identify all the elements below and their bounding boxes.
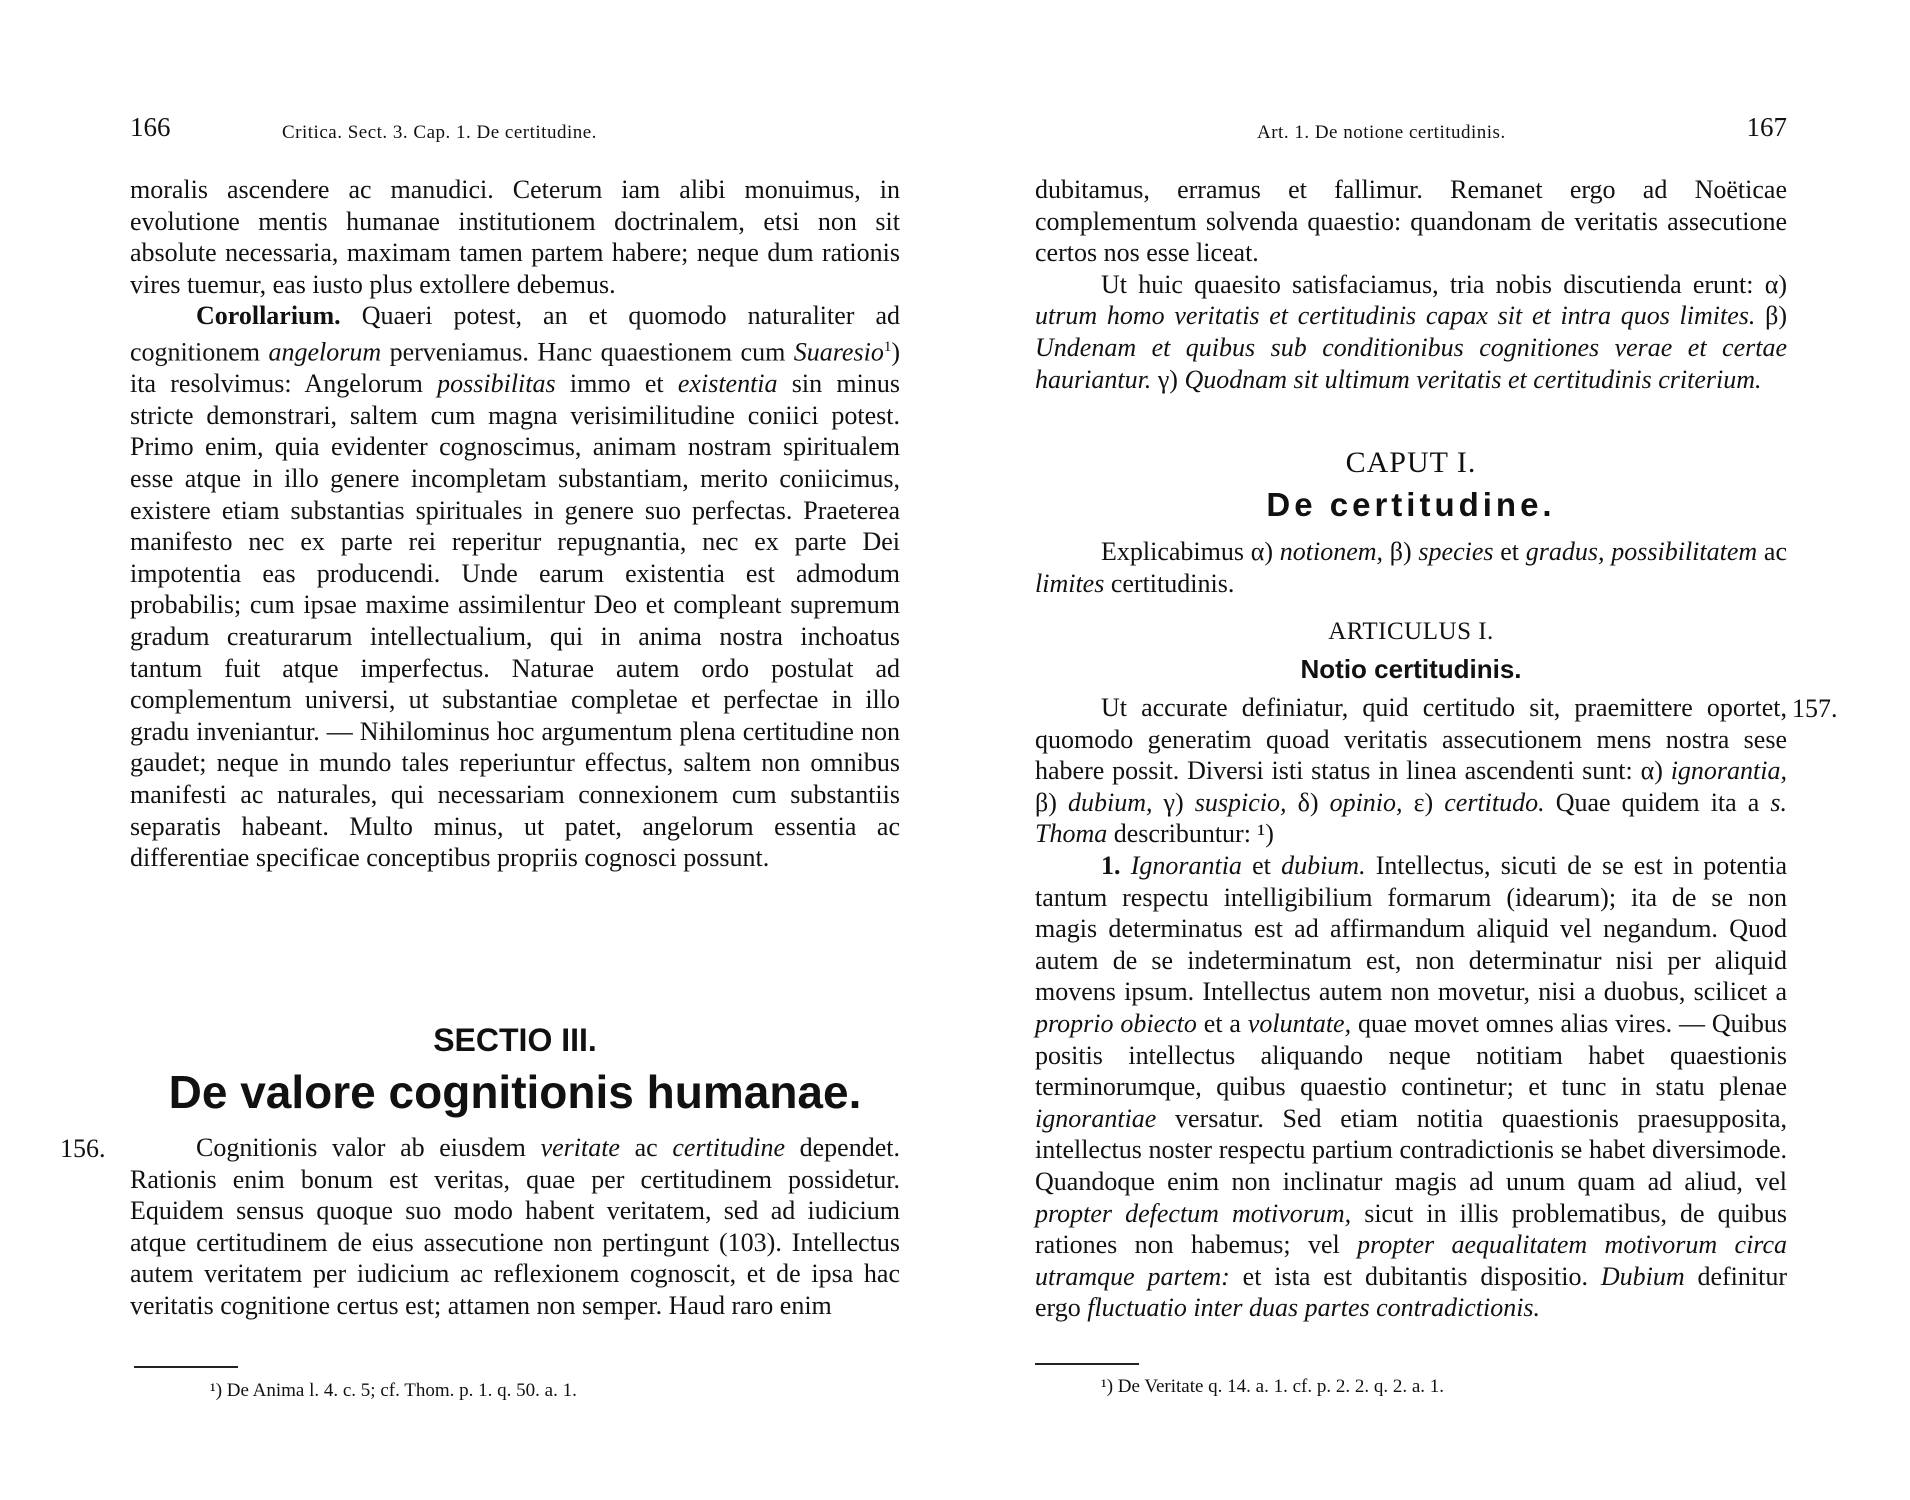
text-run: α) <box>1764 269 1787 299</box>
italic-run: Undenam et quibus sub conditionibus cognitiones verae et certae hauriantur. <box>1035 332 1787 394</box>
footnote-rule <box>134 1366 238 1368</box>
italic-run: limites <box>1035 568 1105 598</box>
paragraph-corollarium <box>130 300 900 873</box>
right-body-mid2 <box>1035 692 1787 1324</box>
text-run: certitudinis. <box>1104 568 1235 598</box>
article-label: ARTICULUS I. <box>1328 618 1494 645</box>
italic-run: suspicio, <box>1194 787 1287 817</box>
text-run: ac <box>619 1133 673 1162</box>
margin-number-157: 157. <box>1792 694 1838 723</box>
text-run: δ) <box>1286 787 1330 817</box>
italic-run: voluntate, <box>1247 1008 1352 1038</box>
text-run: γ) <box>1151 364 1185 394</box>
text-run: et a <box>1196 1008 1248 1038</box>
text-run: dependet. Rationis enim bonum est veritas, quae per certitudinem possidetur. Equidem sensus quoque suo modo habent veritatem, sed ad iudicium atque certitudinem de eius assecutione non pertingunt (103). Intellectus autem veritatem per iudicium ac reflexionem cognoscit, et de ipsa hac veritatis cognitione certus est; attamen non semper. Haud raro enim <box>130 1133 900 1320</box>
italic-run: notionem, <box>1279 537 1384 566</box>
footnote: ¹) De Anima l. 4. c. 5; cf. Thom. p. 1. q. 50. a. 1. <box>210 1380 577 1401</box>
page-number: 167 <box>1746 112 1787 142</box>
running-head: Art. 1. De notione certitudinis. <box>1257 122 1506 143</box>
corollarium-label: Corollarium. <box>196 301 341 331</box>
right-page <box>1035 0 1787 1500</box>
left-page-header <box>130 112 900 152</box>
text-run: Ut accurate definiatur, quid certitudo sit, praemittere oportet, quomodo generatim quoad veritatis assecutionem mens nostra sese habere possit. Diversi isti status in linea ascendenti sunt: α) <box>1035 693 1787 786</box>
text-run: ) ita resolvimus: Angelorum <box>130 337 900 399</box>
italic-run: existentia <box>677 369 778 399</box>
right-body-top <box>1035 174 1787 395</box>
footnote: ¹) De Veritate q. 14. a. 1. cf. p. 2. 2. q. 2. a. 1. <box>1101 1376 1445 1397</box>
paragraph-ignorantia <box>1035 850 1787 1324</box>
italic-run: gradus, possibilitatem <box>1525 537 1758 566</box>
paragraph-explicabimus <box>1035 536 1787 599</box>
footnote-rule <box>1035 1363 1139 1365</box>
section-title: De valore cognitionis humanae. <box>168 1066 862 1118</box>
section-label: SECTIO III. <box>433 1022 597 1058</box>
italic-run: ignorantiae <box>1035 1103 1157 1133</box>
italic-run: veritate <box>540 1133 620 1162</box>
text-run: Ut huic quaesito satisfaciamus, tria nobis discutienda erunt: <box>1101 269 1765 299</box>
italic-run: Dubium <box>1600 1261 1685 1291</box>
text-run: sicut in illis problematibus, de quibus rationes non habemus; vel <box>1035 1198 1787 1260</box>
italic-run: s. Thoma <box>1035 787 1787 849</box>
text-run: et ista est dubitantis dispositio. <box>1229 1261 1601 1291</box>
left-body-bottom <box>130 1132 900 1322</box>
text-run: sin minus stricte demonstrari, saltem cum magna verisimilitudine coniici potest. Primo enim, quia evidenter cognoscimus, animam nostram spiritualem esse atque in illo genere incompletam substantiam, merito coniicimus, existere etiam substantias spirituales in genere suo perfectas. Praeterea manifesto nec ex parte rei reperitur repugnantia, nec ex parte Dei impotentia eas producendi. Unde earum existentia est admodum probabilis; cum ipsae maxime assimilentur Deo et compleant supremum gradum creaturarum intellectualium, qui in anima nostra inchoatus tantum fuit atque imperfectus. Naturae autem ordo postulat ad complementum universi, ut substantiae completae et perfectae in illo gradu inveniantur. — Nihilominus hoc argumentum plena certitudine non gaudet; neque in mundo tales reperiuntur effectus, saltem non omnibus manifesti ac naturales, qui necessariam connexionem cum substantiis separatis habeant. Multo minus, ut patet, angelorum essentia ac differentiae specificae conceptibus propriis cognosci possunt. <box>130 369 900 873</box>
chapter-title: De certitudine. <box>1266 486 1556 523</box>
text-run <box>1121 851 1131 880</box>
right-page-header <box>1035 112 1787 152</box>
text-run: β) <box>1755 301 1787 331</box>
running-head: Critica. Sect. 3. Cap. 1. De certitudine. <box>282 122 597 143</box>
italic-run: certitudine <box>672 1133 785 1162</box>
italic-run: species <box>1418 537 1494 566</box>
chapter-label: CAPUT I. <box>1345 446 1477 479</box>
text-run: et <box>1493 537 1526 566</box>
paragraph-moralis: moralis ascendere ac manudici. Ceterum iam alibi monuimus, in evolutione mentis humanae institutionem doctrinalem, etsi non sit absolute necessaria, maximam tamen partem habere; neque dum rationis vires tuemur, eas iusto plus extollere debemus. <box>130 175 900 299</box>
italic-run: Ignorantia <box>1130 850 1242 880</box>
text-run: β) <box>1035 787 1068 817</box>
italic-run: dubium. <box>1281 850 1366 880</box>
paragraph-quaesito <box>1035 269 1787 395</box>
right-body-mid1 <box>1035 536 1787 599</box>
italic-run: certitudo. <box>1444 787 1545 817</box>
italic-run: angelorum <box>268 337 382 367</box>
italic-run: utrum homo veritatis et certitudinis capax sit et intra quos limites. <box>1035 301 1756 331</box>
paragraph-accurate <box>1035 692 1787 850</box>
paragraph-dubitamus: dubitamus, erramus et fallimur. Remanet ergo ad Noëticae complementum solvenda quaestio: quandonam de veritatis assecutione certos nos esse liceat. <box>1035 175 1787 268</box>
italic-run: possibilitas <box>437 369 556 399</box>
text-run: immo et <box>555 369 678 399</box>
italic-run: propter aequalitatem motivorum circa utramque partem: <box>1035 1230 1787 1291</box>
paragraph-valor <box>130 1132 900 1322</box>
text-run: ac <box>1757 537 1787 566</box>
page-number: 166 <box>130 112 171 142</box>
text-run: et <box>1241 850 1282 880</box>
italic-run: proprio obiecto <box>1035 1008 1197 1038</box>
text-run: describuntur: ¹) <box>1107 819 1274 849</box>
left-page <box>130 0 900 1500</box>
text-run: definitur ergo <box>1035 1261 1787 1323</box>
text-run: Quae quidem ita a <box>1544 787 1771 817</box>
text-run: Quaeri potest, an et quomodo naturaliter ad cognitionem <box>130 301 900 367</box>
article-title: Notio certitudinis. <box>1300 654 1522 684</box>
text-run: ε) <box>1402 787 1445 817</box>
text-run: Explicabimus α) <box>1101 537 1280 566</box>
text-run: β) <box>1383 537 1419 566</box>
italic-run: ignorantia, <box>1670 756 1787 786</box>
italic-run: opinio, <box>1329 787 1403 817</box>
text-run: quae movet omnes alias vires. — Quibus positis intellectus aliquando neque notitiam habet quaestionis terminorumque, quibus quaestio continetur; et tunc in statu plenae <box>1035 1008 1787 1102</box>
margin-number-156: 156. <box>60 1134 106 1163</box>
italic-run: Quodnam sit ultimum veritatis et certitudinis criterium. <box>1184 364 1762 394</box>
text-run: Cognitionis valor ab eiusdem <box>196 1133 541 1162</box>
italic-run: dubium, <box>1067 787 1153 817</box>
italic-run: propter defectum motivorum, <box>1035 1198 1352 1228</box>
text-run: perveniamus. Hanc quaestionem cum <box>381 337 794 367</box>
bold-run: 1. <box>1101 850 1121 880</box>
text-run: Intellectus, sicuti de se est in potentia tantum respectu intelligibilium formarum (idearum); ita de se non magis determinatus est ad affirmandum aliquid vel negandum. Quod autem de se indeterminatum est, non determinatur nisi per aliquid movens ipsum. Intellectus autem non movetur, nisi a duobus, scilicet a <box>1035 850 1788 1007</box>
text-run: γ) <box>1152 787 1195 817</box>
italic-run: Suaresio <box>793 337 884 367</box>
italic-run: fluctuatio inter duas partes contradictionis. <box>1087 1293 1541 1323</box>
left-body-top <box>130 174 900 874</box>
text-run: versatur. Sed etiam notitia quaestionis praesupposita, intellectus noster respectu partium contradictionis se habet diversimode. Quandoque enim non inclinatur magis ad unum quam ad aliud, vel <box>1035 1103 1787 1196</box>
footnote-ref: 1 <box>883 338 892 355</box>
